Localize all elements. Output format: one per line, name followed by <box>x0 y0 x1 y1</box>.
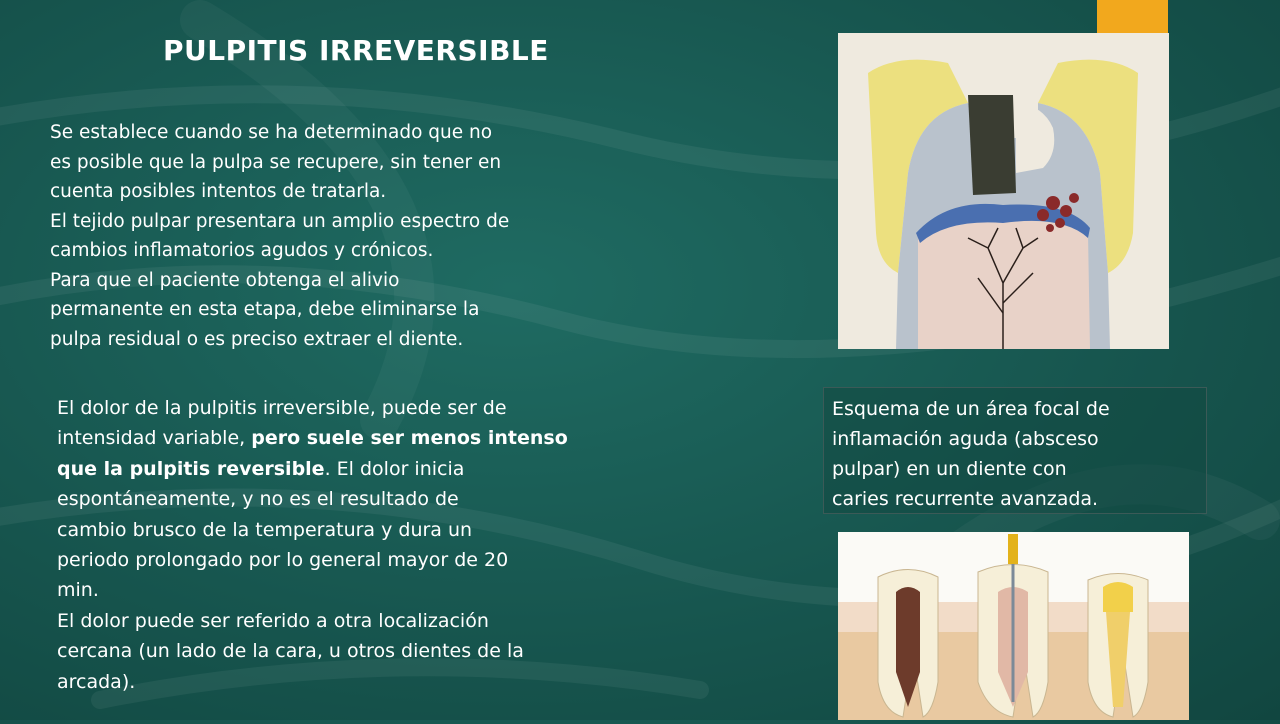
pain-paragraph <box>57 393 657 697</box>
intro-line: permanente en esta etapa, debe eliminarse la <box>50 299 480 320</box>
intro-line: pulpa residual o es preciso extraer el diente. <box>50 328 464 350</box>
pain-text: . El dolor inicia <box>324 457 465 480</box>
pain-line <box>57 454 657 484</box>
pain-line: arcada). <box>57 670 136 693</box>
intro-line: es posible que la pulpa se recupere, sin tener en <box>50 151 502 173</box>
caption-line: inflamación aguda (absceso <box>832 428 1099 450</box>
intro-line: cambios inflamatorios agudos y crónicos. <box>50 240 434 261</box>
pain-line: espontáneamente, y no es el resultado de <box>57 488 459 511</box>
caption-line: caries recurrente avanzada. <box>832 488 1099 510</box>
intro-line: Se establece cuando se ha determinado que no <box>50 122 493 143</box>
tooth-abscess-diagram <box>838 33 1169 349</box>
figure-caption <box>823 387 1207 514</box>
pain-line: periodo prolongado por lo general mayor de 20 <box>57 549 509 572</box>
accent-bar <box>1097 0 1168 33</box>
pain-line <box>57 423 657 453</box>
intro-paragraph <box>50 118 660 354</box>
root-canal-illustration <box>838 532 1189 720</box>
intro-line: El tejido pulpar presentara un amplio espectro de <box>50 210 510 232</box>
pain-text: intensidad variable, <box>57 427 252 450</box>
pain-line: cambio brusco de la temperatura y dura un <box>57 518 473 541</box>
slide-title: PULPITIS IRREVERSIBLE <box>163 34 549 67</box>
pain-line: min. <box>57 579 99 602</box>
intro-line: cuenta posibles intentos de tratarla. <box>50 181 387 202</box>
intro-line: Para que el paciente obtenga el alivio <box>50 269 400 291</box>
caption-line: pulpar) en un diente con <box>832 458 1067 480</box>
pain-line: cercana (un lado de la cara, u otros dientes de la <box>57 640 524 663</box>
pain-line: El dolor de la pulpitis irreversible, puede ser de <box>57 397 507 419</box>
pain-emphasis: pero suele ser menos intenso <box>251 427 568 450</box>
pain-line: El dolor puede ser referido a otra localización <box>57 609 489 632</box>
caption-line: Esquema de un área focal de <box>832 398 1110 420</box>
pain-emphasis: que la pulpitis reversible <box>57 457 325 480</box>
